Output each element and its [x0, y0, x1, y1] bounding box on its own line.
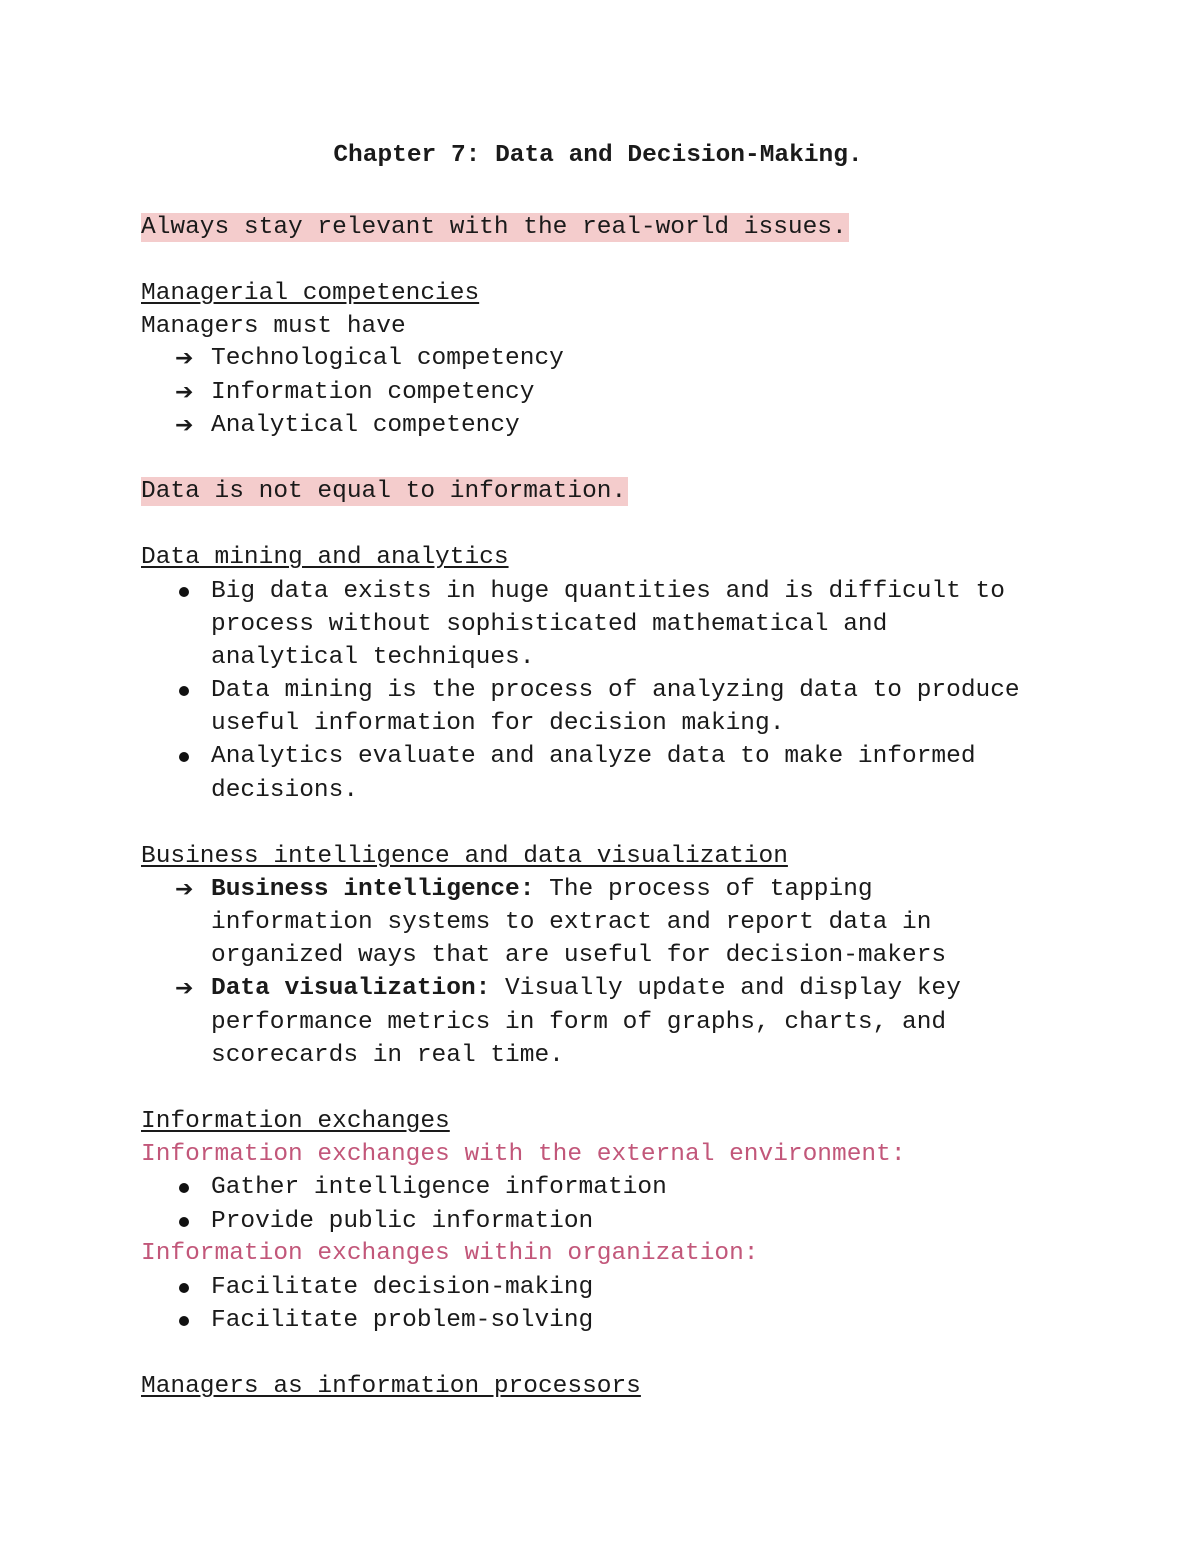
bullet-dot-icon [179, 1217, 189, 1227]
list-item-line: performance metrics in form of graphs, charts, and [211, 1009, 947, 1036]
section-intro: Managers must have [141, 313, 406, 340]
highlight-text: Data is not equal to information. [141, 478, 627, 505]
bullet-dot-icon [179, 1316, 189, 1326]
section-heading: Managers as information processors [141, 1373, 641, 1400]
right-arrow-icon: ➔ [175, 413, 194, 438]
section-heading: Managerial competencies [141, 280, 480, 307]
page-title: Chapter 7: Data and Decision-Making. [333, 142, 863, 169]
list-item-line: decisions. [211, 777, 359, 804]
right-arrow-icon: ➔ [175, 346, 194, 371]
list-item: Technological competency [211, 345, 564, 372]
list-item-line: Big data exists in huge quantities and is difficult to [211, 578, 1005, 605]
highlight-text: Always stay relevant with the real-world issues. [141, 214, 847, 241]
right-arrow-icon: ➔ [175, 380, 194, 405]
section-heading: Information exchanges [141, 1108, 450, 1135]
list-item-line: process without sophisticated mathematical and [211, 611, 888, 638]
list-item-line: Analytics evaluate and analyze data to make informed [211, 743, 976, 770]
definition: Visually update and display key [490, 975, 961, 1002]
term: Data visualization: [211, 975, 491, 1002]
bullet-dot-icon [179, 1183, 189, 1193]
list-item-line [211, 873, 873, 906]
subheading: Information exchanges within organization: [141, 1240, 759, 1267]
list-item-line: information systems to extract and report data in [211, 909, 932, 936]
list-item-line: useful information for decision making. [211, 710, 785, 737]
bullet-dot-icon [179, 1283, 189, 1293]
list-item-line [211, 972, 961, 1005]
list-item-line: scorecards in real time. [211, 1042, 564, 1069]
bullet-dot-icon [179, 686, 189, 696]
highlight-note [141, 475, 628, 508]
subheading: Information exchanges with the external environment: [141, 1141, 906, 1168]
list-item: Gather intelligence information [211, 1174, 667, 1201]
bullet-dot-icon [179, 752, 189, 762]
right-arrow-icon: ➔ [175, 877, 194, 902]
term: Business intelligence: [211, 876, 535, 903]
list-item-line: Data mining is the process of analyzing data to produce [211, 677, 1020, 704]
list-item: Provide public information [211, 1208, 594, 1235]
list-item-line: organized ways that are useful for decision-makers [211, 942, 947, 969]
highlight-note [141, 211, 849, 244]
section-heading: Business intelligence and data visualization [141, 843, 788, 870]
list-item: Analytical competency [211, 412, 520, 439]
section-heading: Data mining and analytics [141, 544, 509, 571]
right-arrow-icon: ➔ [175, 976, 194, 1001]
list-item: Information competency [211, 379, 535, 406]
list-item: Facilitate decision-making [211, 1274, 594, 1301]
definition: The process of tapping [534, 876, 873, 903]
list-item-line: analytical techniques. [211, 644, 535, 671]
bullet-dot-icon [179, 587, 189, 597]
list-item: Facilitate problem-solving [211, 1307, 594, 1334]
